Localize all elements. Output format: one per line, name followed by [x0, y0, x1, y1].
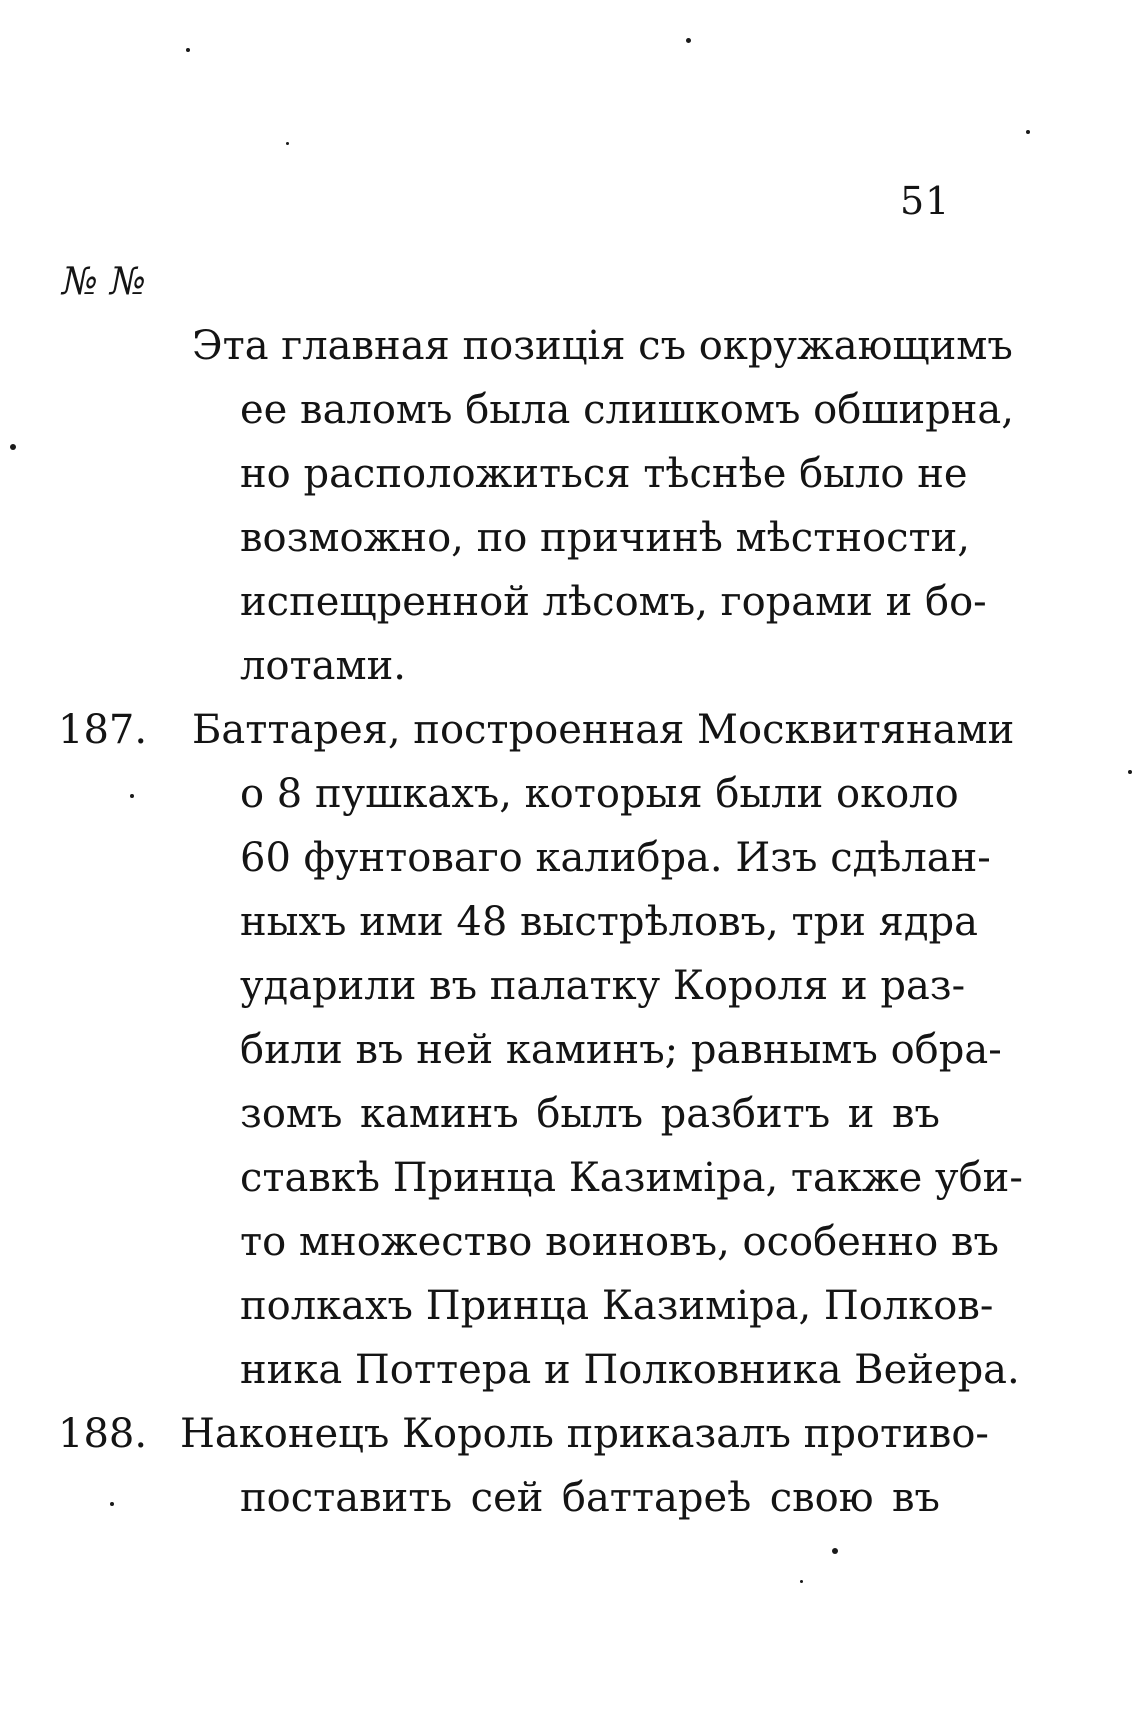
text-line: о 8 пушкахъ, которыя были около [240, 771, 959, 817]
text-line: ее валомъ была слишкомъ обширна, [240, 387, 1014, 433]
text-line: ныхъ ими 48 выстрѣловъ, три ядра [240, 899, 978, 945]
numbers-header: № № [62, 259, 146, 303]
scan-speck [10, 444, 16, 450]
text-line: били въ ней каминъ; равнымъ обра- [240, 1027, 1002, 1073]
paragraph-number: 187. [58, 707, 148, 753]
scan-speck [130, 794, 134, 798]
text-line: лотами. [240, 643, 406, 689]
text-line: ставкѣ Принца Казиміра, также уби- [240, 1155, 1023, 1201]
scan-speck [686, 38, 691, 43]
text-line: полкахъ Принца Казиміра, Полков- [240, 1283, 994, 1329]
text-line: возможно, по причинѣ мѣстности, [240, 515, 970, 561]
page-number: 51 [900, 179, 951, 223]
text-line: ника Поттера и Полковника Вейера. [240, 1347, 1020, 1393]
text-line: 60 фунтоваго калибра. Изъ сдѣлан- [240, 835, 991, 881]
text-line: Наконецъ Король приказалъ противо- [180, 1411, 989, 1457]
scan-speck [286, 142, 289, 145]
text-line: зомъ каминъ былъ разбитъ и въ [240, 1091, 940, 1137]
text-line: Эта главная позиція съ окружающимъ [192, 323, 1013, 369]
scan-speck [186, 48, 190, 52]
scan-speck [110, 1502, 114, 1506]
scan-speck [1128, 770, 1132, 774]
text-line: но расположиться тѣснѣе было не [240, 451, 968, 497]
text-line: Баттарея, построенная Москвитянами [192, 707, 1015, 753]
text-line: испещренной лѣсомъ, горами и бо- [240, 579, 987, 625]
scan-speck [1026, 130, 1030, 134]
text-line: ударили въ палатку Короля и раз- [240, 963, 966, 1009]
text-line: поставить сей баттареѣ свою въ [240, 1475, 940, 1521]
text-line: то множество воиновъ, особенно въ [240, 1219, 999, 1265]
paragraph-number: 188. [58, 1411, 148, 1457]
scan-speck [832, 1548, 838, 1554]
scan-speck [800, 1580, 803, 1583]
